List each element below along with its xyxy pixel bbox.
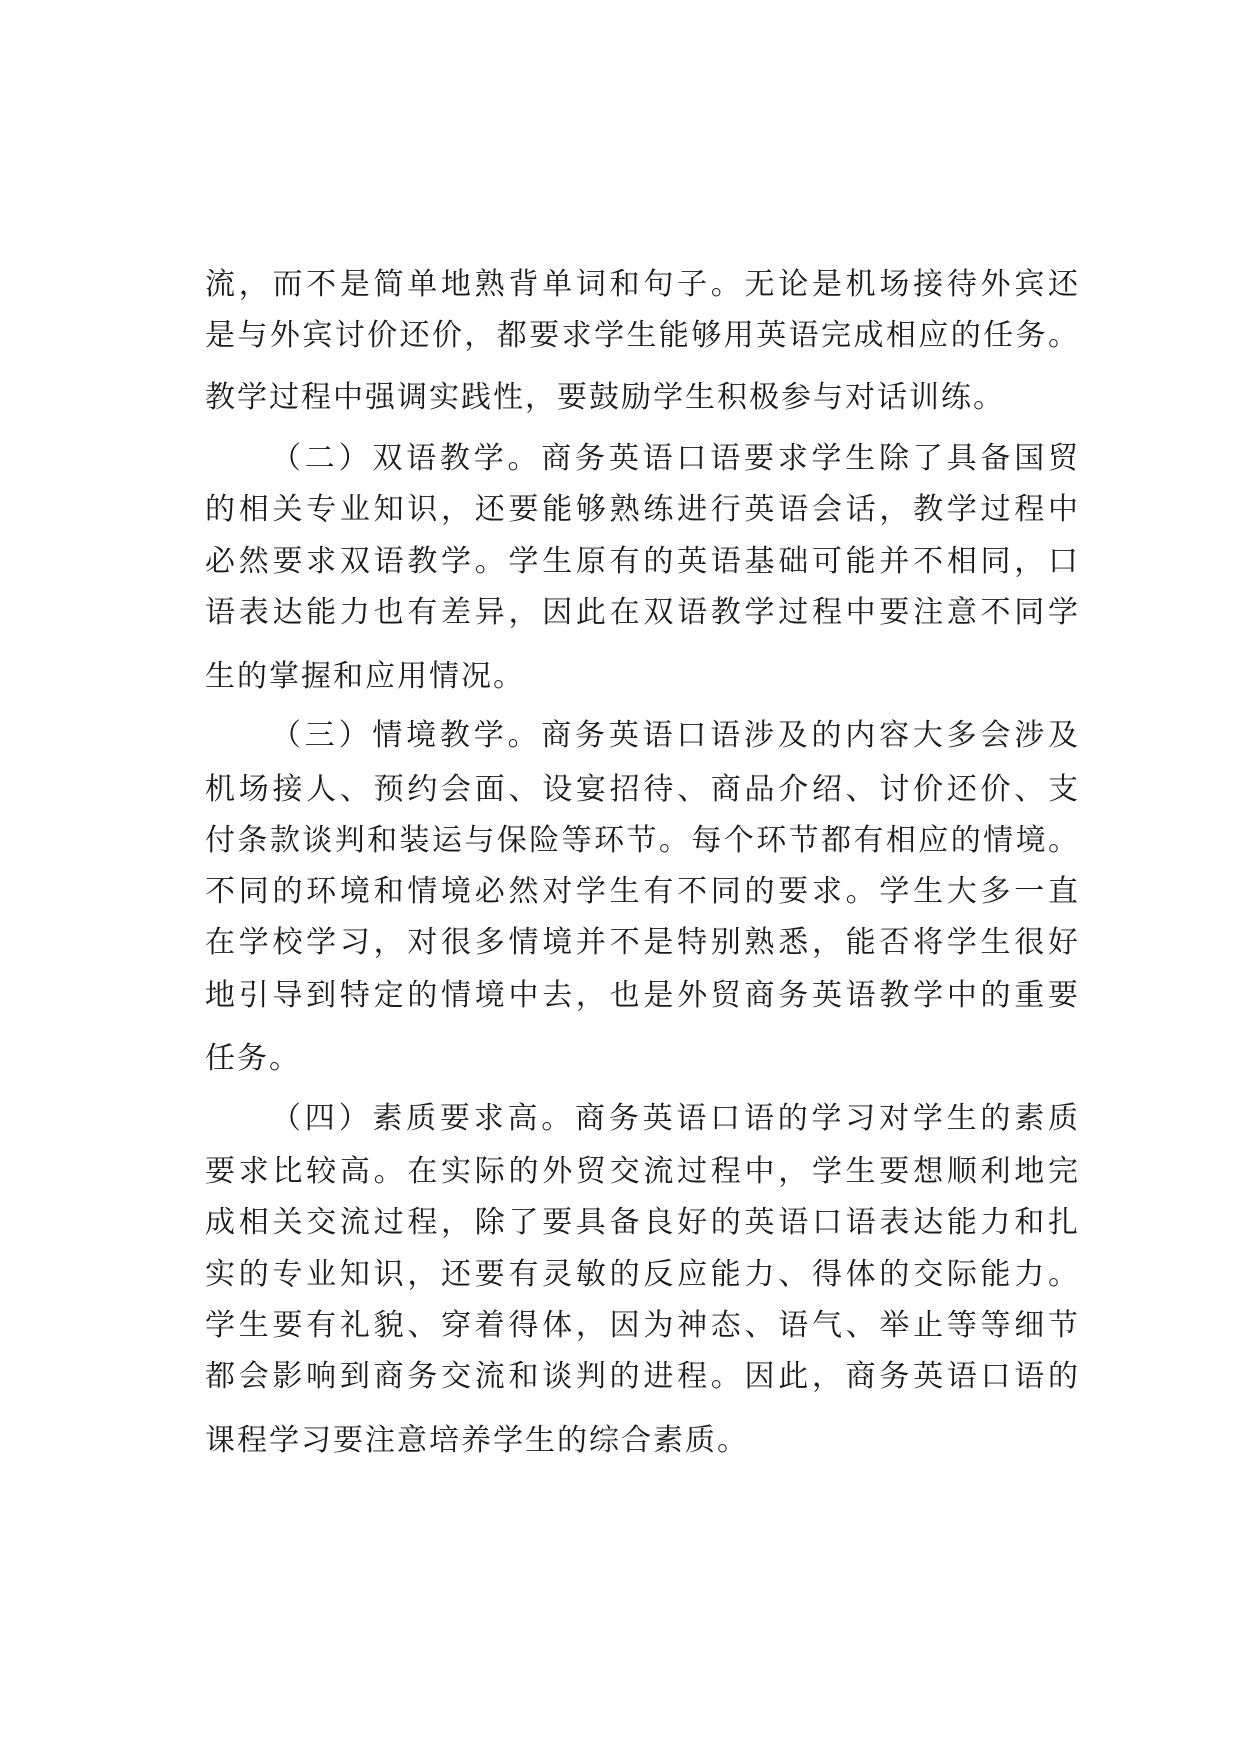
text-line: 必然要求双语教学。学生原有的英语基础可能并不相同，口 (205, 544, 1080, 579)
text-line: 实的专业知识，还要有灵敏的反应能力、得体的交际能力。 (205, 1257, 1080, 1292)
text-line: 要求比较高。在实际的外贸交流过程中，学生要想顺利地完 (205, 1154, 1080, 1189)
text-line: 的相关专业知识，还要能够熟练进行英语会话，教学过程中 (205, 492, 1080, 527)
text-line: 都会影响到商务交流和谈判的进程。因此，商务英语口语的 (205, 1359, 1080, 1394)
text-line: （三）情境教学。商务英语口语涉及的内容大多会涉及 (271, 718, 1080, 753)
text-line: （四）素质要求高。商务英语口语的学习对学生的素质 (271, 1101, 1080, 1136)
text-line: 地引导到特定的情境中去，也是外贸商务英语教学中的重要 (205, 978, 1080, 1013)
text-line: 付条款谈判和装运与保险等环节。每个环节都有相应的情境。 (205, 823, 1080, 858)
text-line: 不同的环境和情境必然对学生有不同的要求。学生大多一直 (205, 874, 1080, 909)
text-line: （二）双语教学。商务英语口语要求学生除了具备国贸 (271, 441, 1080, 476)
text-line: 课程学习要注意培养学生的综合素质。 (205, 1423, 749, 1458)
text-line: 生的掌握和应用情况。 (205, 659, 525, 694)
text-line: 任务。 (205, 1041, 301, 1076)
text-line: 机场接人、预约会面、设宴招待、商品介绍、讨价还价、支 (205, 772, 1080, 807)
text-line: 流，而不是简单地熟背单词和句子。无论是机场接待外宾还 (205, 267, 1080, 302)
text-line: 学生要有礼貌、穿着得体，因为神态、语气、举止等等细节 (205, 1308, 1080, 1343)
text-line: 是与外宾讨价还价，都要求学生能够用英语完成相应的任务。 (205, 318, 1080, 353)
text-line: 语表达能力也有差异，因此在双语教学过程中要注意不同学 (205, 595, 1080, 630)
text-line: 在学校学习，对很多情境并不是特别熟悉，能否将学生很好 (205, 925, 1080, 960)
text-line: 教学过程中强调实践性，要鼓励学生积极参与对话训练。 (205, 380, 1005, 415)
text-line: 成相关交流过程，除了要具备良好的英语口语表达能力和扎 (205, 1205, 1080, 1240)
